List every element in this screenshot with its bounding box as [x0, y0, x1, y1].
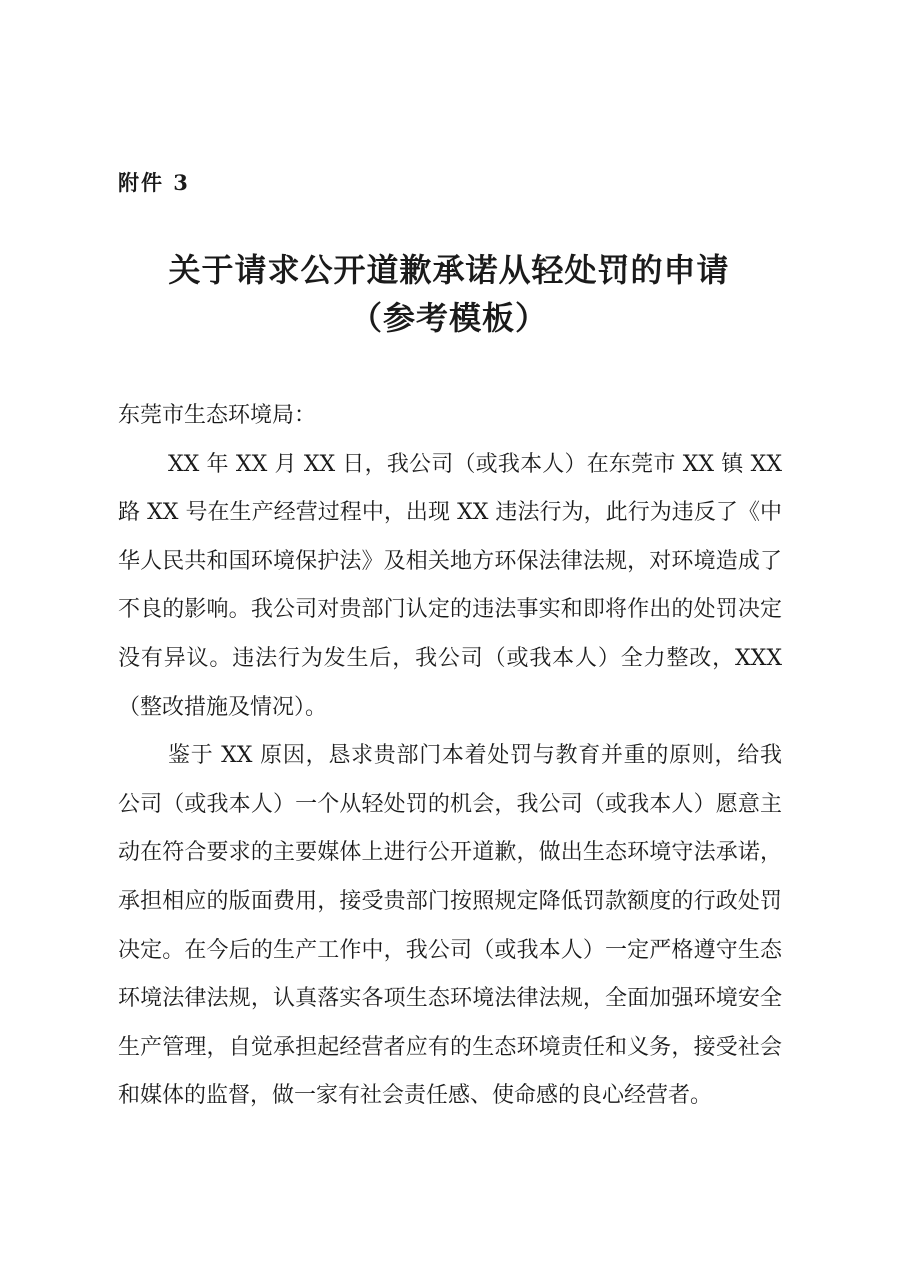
document-title: 关于请求公开道歉承诺从轻处罚的申请	[168, 251, 730, 289]
paragraph-1: XX 年 XX 月 XX 日，我公司（或我本人）在东莞市 XX 镇 XX 路 XX 号在生产经营过程中，出现 XX 违法行为，此行为违反了《中华人民共和国环境保护法》及相关地方环保法律法规，对环境造成了不良的影响。我公司对贵部门认定的违法事实和即将作出的处罚决定没有异议。违法行为发生后，我公司（或我本人）全力整改，XXX（整改措施及情况）。	[118, 451, 782, 720]
document-body	[118, 392, 782, 1121]
salutation: 东莞市生态环境局：	[118, 403, 317, 428]
paragraph-2: 鉴于 XX 原因，恳求贵部门本着处罚与教育并重的原则，给我公司（或我本人）一个从轻处罚的机会，我公司（或我本人）愿意主动在符合要求的主要媒体上进行公开道歉，做出生态环境守法承诺，承担相应的版面费用，接受贵部门按照规定降低罚款额度的行政处罚决定。在今后的生产工作中，我公司（或我本人）一定严格遵守生态环境法律法规，认真落实各项生态环境法律法规，全面加强环境安全生产管理，自觉承担起经营者应有的生态环境责任和义务，接受社会和媒体的监督，做一家有社会责任感、使命感的良心经营者。	[118, 743, 782, 1109]
document-subtitle: （参考模板）	[349, 299, 548, 337]
attachment-label: 附件 3	[118, 170, 190, 195]
